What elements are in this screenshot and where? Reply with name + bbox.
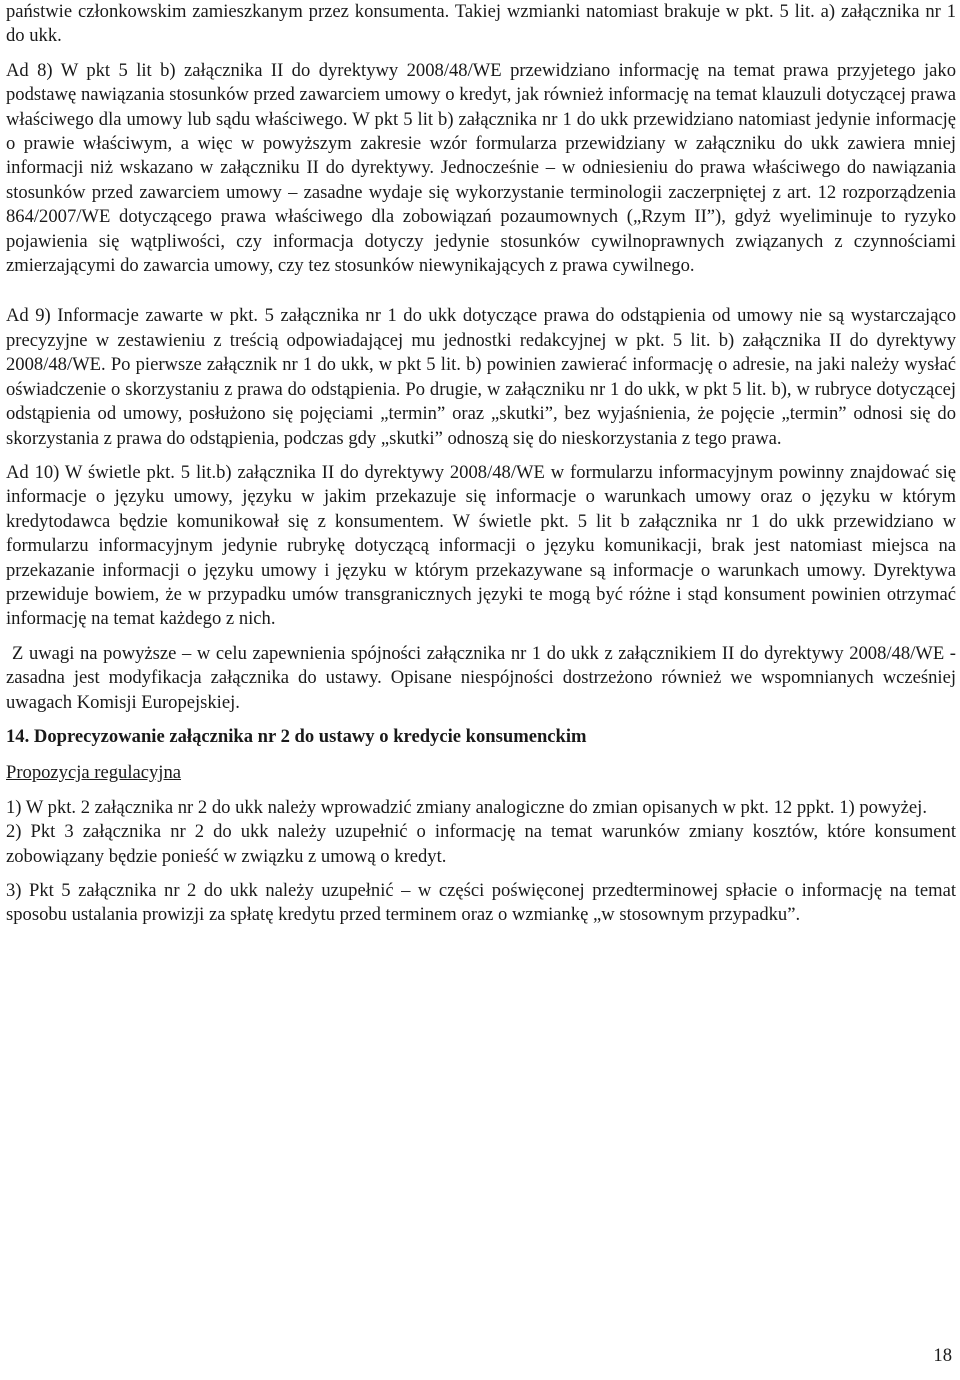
paragraph-ad-8: Ad 8) W pkt 5 lit b) załącznika II do dyrektywy 2008/48/WE przewidziano informację na temat prawa przyjetego jako podstawę nawiązania stosunków przed zawarciem umowy o kredyt, jak również informację na temat klauzuli dotyczącej prawa właściwego dla umowy lub sądu właściwego. W pkt 5 lit b) załącznika nr 1 do ukk przewidziano natomiast jedynie informację o prawie właściwym, a więc w powyższym zakresie wzór formularza przewidziany w załączniku do ukk zawiera mniej informacji niż wskazano w załączniku II do dyrektywy. Jednocześnie – w odniesieniu do prawa właściwego do nawiązania stosunków przed zawarciem umowy – zasadne wydaje się wykorzystanie terminologii zaczerpniętej z art. 12 rozporządzenia 864/2007/WE dotyczącego prawa właściwego dla zobowiązań pozaumownych („Rzym II”), gdyż wyeliminuje to ryzyko pojawienia się wątpliwości, czy informacja dotyczy jedynie stosunków cywilnoprawnych związanych z czynnościami zmierzającymi do zawarcia umowy, czy tez stosunków niewynikających z prawa cywilnego. (6, 59, 956, 277)
paragraph-conclusion: Z uwagi na powyższe – w celu zapewnienia spójności załącznika nr 1 do ukk z załącznikiem II do dyrektywy 2008/48/WE - zasadna jest modyfikacja załącznika do ustawy. Opisane niespójności dostrzeżono również we wspomnianych wcześniej uwagach Komisji Europejskiej. (6, 642, 956, 713)
paragraph-ad-9: Ad 9) Informacje zawarte w pkt. 5 załącznika nr 1 do ukk dotyczące prawa do odstąpienia od umowy nie są wystarczająco precyzyjne w zestawieniu z treścią odpowiadającej mu jednostki redakcyjnej w pkt. 5 lit. b) załącznika II do dyrektywy 2008/48/WE. Po pierwsze załącznik nr 1 do ukk, w pkt 5 lit. b) powinien zawierać informację o adresie, na jaki należy wysłać oświadczenie o skorzystaniu z prawa do odstąpienia. Po drugie, w załączniku nr 1 do ukk, w pkt 5 lit. b), w rubryce dotyczącej odstąpienia od umowy, posłużono się pojęciami „termin” oraz „skutki”, bez wyjaśnienia, że pojęcie „termin” odnosi się do skorzystania z prawa do odstąpienia, podczas gdy „skutki” odnoszą się do nieskorzystania z tego prawa. (6, 305, 956, 449)
section-heading: 14. Doprecyzowanie załącznika nr 2 do ustawy o kredycie konsumenckim (6, 725, 587, 747)
paragraph-ad-10: Ad 10) W świetle pkt. 5 lit.b) załącznika II do dyrektywy 2008/48/WE w formularzu informacyjnym powinny znajdować się informacje o języku umowy, języku w jakim przekazuje się informacje o warunkach umowy oraz o języku w którym kredytodawca będzie komunikował się z konsumentem. W świetle pkt. 5 lit b załącznika nr 1 do ukk przewidziano w formularzu informacyjnym jedynie rubrykę dotyczącą informacji o języku komunikacji, brak jest natomiast miejsca na przekazanie informacji o języku umowy i języku w którym przekazywane są informacje o warunkach umowy. Dyrektywa przewiduje bowiem, że w przypadku umów transgranicznych języki te mogą być różne i stąd konsument powinien otrzymać informację na temat każdego z nich. (6, 461, 956, 630)
subheading: Propozycja regulacyjna (6, 762, 182, 784)
document-page (6, 0, 956, 928)
paragraph-continuation: państwie członkowskim zamieszkanym przez konsumenta. Takiej wzmianki natomiast brakuje w pkt. 5 lit. a) załącznika nr 1 do ukk. (6, 1, 956, 47)
page-number: 18 (933, 1345, 952, 1366)
list-item: 2) Pkt 3 załącznika nr 2 do ukk należy uzupełnić o informację na temat warunków zmiany kosztów, które konsument zobowiązany będzie ponieść w związku z umową o kredyt. (6, 821, 956, 867)
list-item: 3) Pkt 5 załącznika nr 2 do ukk należy uzupełnić – w części poświęconej przedterminowej spłacie o informację na temat sposobu ustalania prowizji za spłatę kredytu przed terminem oraz o wzmiankę „w stosownym przypadku”. (6, 880, 956, 926)
list-item: 1) W pkt. 2 załącznika nr 2 do ukk należy wprowadzić zmiany analogiczne do zmian opisanych w pkt. 12 ppkt. 1) powyżej. (6, 796, 927, 818)
